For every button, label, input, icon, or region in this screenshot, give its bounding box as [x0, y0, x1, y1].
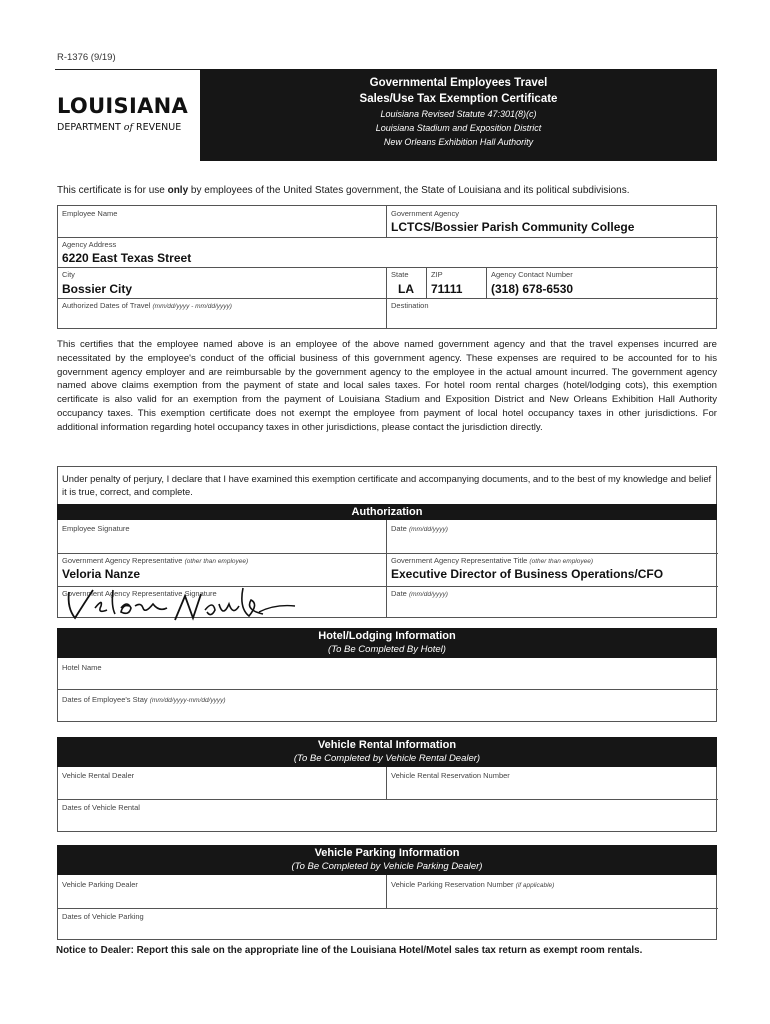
- parking-dates-label: Dates of Vehicle Parking: [62, 912, 144, 921]
- agency-value[interactable]: LCTCS/Bossier Parish Community College: [391, 220, 635, 234]
- representative-label: [62, 556, 248, 565]
- zip-label: ZIP: [431, 270, 443, 279]
- logo-title: LOUISIANA: [57, 94, 189, 118]
- rental-reservation-label: Vehicle Rental Reservation Number: [391, 771, 510, 780]
- vehicle-parking-header: [57, 845, 717, 875]
- authorization-header: Authorization: [57, 504, 717, 520]
- date2-label: [391, 589, 448, 598]
- intro-text: [57, 185, 717, 196]
- logo-subtitle: [57, 122, 181, 133]
- title-line-1: Governmental Employees Travel: [369, 77, 548, 89]
- agency-address-label: Agency Address: [62, 240, 117, 249]
- hotel-header: [57, 628, 717, 658]
- travel-dates-hint: (mm/dd/yyyy - mm/dd/yyyy): [152, 303, 232, 310]
- title-statute: Louisiana Revised Statute 47:301(8)(c): [380, 109, 537, 119]
- vehicle-rental-header-subtitle: (To Be Completed by Vehicle Rental Dealer): [293, 753, 481, 764]
- employee-info-section: [57, 205, 717, 329]
- city-value[interactable]: Bossier City: [62, 282, 133, 296]
- representative-signature-label: Government Agency Representative Signature: [62, 589, 217, 598]
- state-divider: [386, 267, 387, 298]
- form-number: R-1376 (9/19): [57, 52, 116, 63]
- rental-dealer-field[interactable]: [58, 767, 386, 799]
- intro-before: This certificate is for use: [57, 185, 168, 196]
- vehicle-parking-section: [57, 845, 717, 940]
- state-label: State: [391, 270, 409, 279]
- logo-sub-post: REVENUE: [133, 122, 182, 133]
- date-divider: [386, 520, 387, 553]
- vehicle-rental-header-title: Vehicle Rental Information: [317, 739, 457, 751]
- title-divider: [386, 553, 387, 586]
- hotel-name-label: Hotel Name: [62, 663, 102, 672]
- rental-dealer-label: Vehicle Rental Dealer: [62, 771, 135, 780]
- date2-hint: (mm/dd/yyyy): [408, 591, 448, 598]
- title-district: Louisiana Stadium and Exposition District: [375, 123, 542, 133]
- employee-name-field[interactable]: [58, 206, 386, 237]
- zip-value[interactable]: 71111: [431, 282, 463, 296]
- handwritten-signature: [63, 584, 303, 624]
- representative-title-hint: (other than employee): [529, 558, 594, 565]
- state-value[interactable]: LA: [398, 282, 414, 296]
- stay-dates-label-text: Dates of Employee's Stay: [62, 695, 148, 704]
- employee-signature-field[interactable]: [58, 520, 386, 553]
- title-authority: New Orleans Exhibition Hall Authority: [383, 137, 534, 147]
- vehicle-parking-header-subtitle: (To Be Completed by Vehicle Parking Dealer): [291, 861, 483, 872]
- logo-sub-of: of: [123, 122, 134, 133]
- agency-label: Government Agency: [391, 209, 459, 218]
- title-line-2: Sales/Use Tax Exemption Certificate: [359, 93, 558, 105]
- auth-divider-1: [58, 553, 718, 554]
- travel-dates-field[interactable]: [58, 298, 386, 329]
- parking-reservation-field[interactable]: [386, 875, 716, 908]
- representative-title-value[interactable]: Executive Director of Business Operations/CFO: [391, 567, 664, 581]
- destination-field[interactable]: [386, 298, 718, 329]
- parking-dealer-field[interactable]: [58, 875, 386, 908]
- parking-dates-field[interactable]: [58, 908, 716, 939]
- vehicle-parking-header-title: Vehicle Parking Information: [314, 847, 460, 859]
- hotel-name-field[interactable]: [58, 658, 716, 689]
- hotel-header-subtitle: (To Be Completed By Hotel): [328, 644, 446, 655]
- representative-title-label: [391, 556, 593, 565]
- rental-reservation-field[interactable]: [386, 767, 716, 799]
- hotel-section: [57, 628, 717, 722]
- travel-dates-label-text: Authorized Dates of Travel: [62, 301, 151, 310]
- representative-label-text: Government Agency Representative: [62, 556, 183, 565]
- zip-divider: [426, 267, 427, 298]
- agency-divider: [386, 206, 387, 237]
- destination-label: Destination: [391, 301, 429, 310]
- department-logo: [55, 69, 200, 161]
- contact-number-label: Agency Contact Number: [491, 270, 573, 279]
- agency-address-value[interactable]: 6220 East Texas Street: [62, 251, 192, 265]
- parking-dealer-label: Vehicle Parking Dealer: [62, 880, 138, 889]
- contact-number-value[interactable]: (318) 678-6530: [491, 282, 574, 296]
- row-divider-1: [58, 237, 718, 238]
- date2-divider: [386, 586, 387, 618]
- representative-value[interactable]: Veloria Nanze: [62, 567, 141, 581]
- row-divider-2: [58, 267, 718, 268]
- certification-paragraph: This certifies that the employee named above is an employee of the above named government agency and that the travel expenses incurred are necessitated by the employee's conduct of the official business of this government agency. These expenses are required to be accounted for to his government agency employer and are reimbursable by the government agency to the employee in the actual amount incurred. The government agency named above claims exemption from the payment of state and local sales taxes. For hotel room rental charges (hotel/lodging cots), this exemption certificate is also valid for an exemption from the payment of Louisiana Stadium and Exposition District and New Orleans Exhibition Hall Authority occupancy taxes. This exemption certificate does not exempt the employee from payment of local hotel occupancy taxes in other jurisdictions. For additional information regarding hotel occupancy taxes in other jurisdictions, please contact the jurisdiction directly.: [57, 339, 717, 433]
- intro-bold: only: [167, 185, 189, 196]
- dealer-notice: Notice to Dealer: Report this sale on the appropriate line of the Louisiana Hotel/Motel sales tax return as exempt room rentals.: [56, 945, 643, 956]
- employee-signature-label: Employee Signature: [62, 524, 130, 533]
- date-hint: (mm/dd/yyyy): [408, 526, 448, 533]
- vehicle-rental-header: [57, 737, 717, 767]
- representative-title-label-text: Government Agency Representative Title: [391, 556, 528, 565]
- hotel-header-title: Hotel/Lodging Information: [318, 630, 456, 642]
- date-label: [391, 524, 448, 533]
- declaration-text: Under penalty of perjury, I declare that I have examined this exemption certificate and accompanying documents, and to the best of my knowledge and belief it is true, correct, and complete.: [62, 473, 712, 497]
- parking-reservation-hint: (if applicable): [515, 882, 555, 889]
- vehicle-rental-section: [57, 737, 717, 832]
- date-label-text: Date: [391, 524, 407, 533]
- rental-dates-field[interactable]: [58, 799, 716, 831]
- logo-sub-pre: DEPARTMENT: [57, 122, 124, 133]
- date2-label-text: Date: [391, 589, 407, 598]
- phone-divider: [486, 267, 487, 298]
- certificate-title-block: [200, 69, 717, 161]
- intro-after: by employees of the United States government, the State of Louisiana and its political subdivisions.: [188, 185, 630, 196]
- parking-reservation-label-text: Vehicle Parking Reservation Number: [391, 880, 514, 889]
- stay-dates-field[interactable]: [58, 689, 716, 721]
- employee-name-label: Employee Name: [62, 209, 118, 218]
- city-label: City: [62, 270, 75, 279]
- stay-dates-hint: (mm/dd/yyyy-mm/dd/yyyy): [149, 697, 226, 704]
- rental-dates-label: Dates of Vehicle Rental: [62, 803, 140, 812]
- representative-hint: (other than employee): [184, 558, 249, 565]
